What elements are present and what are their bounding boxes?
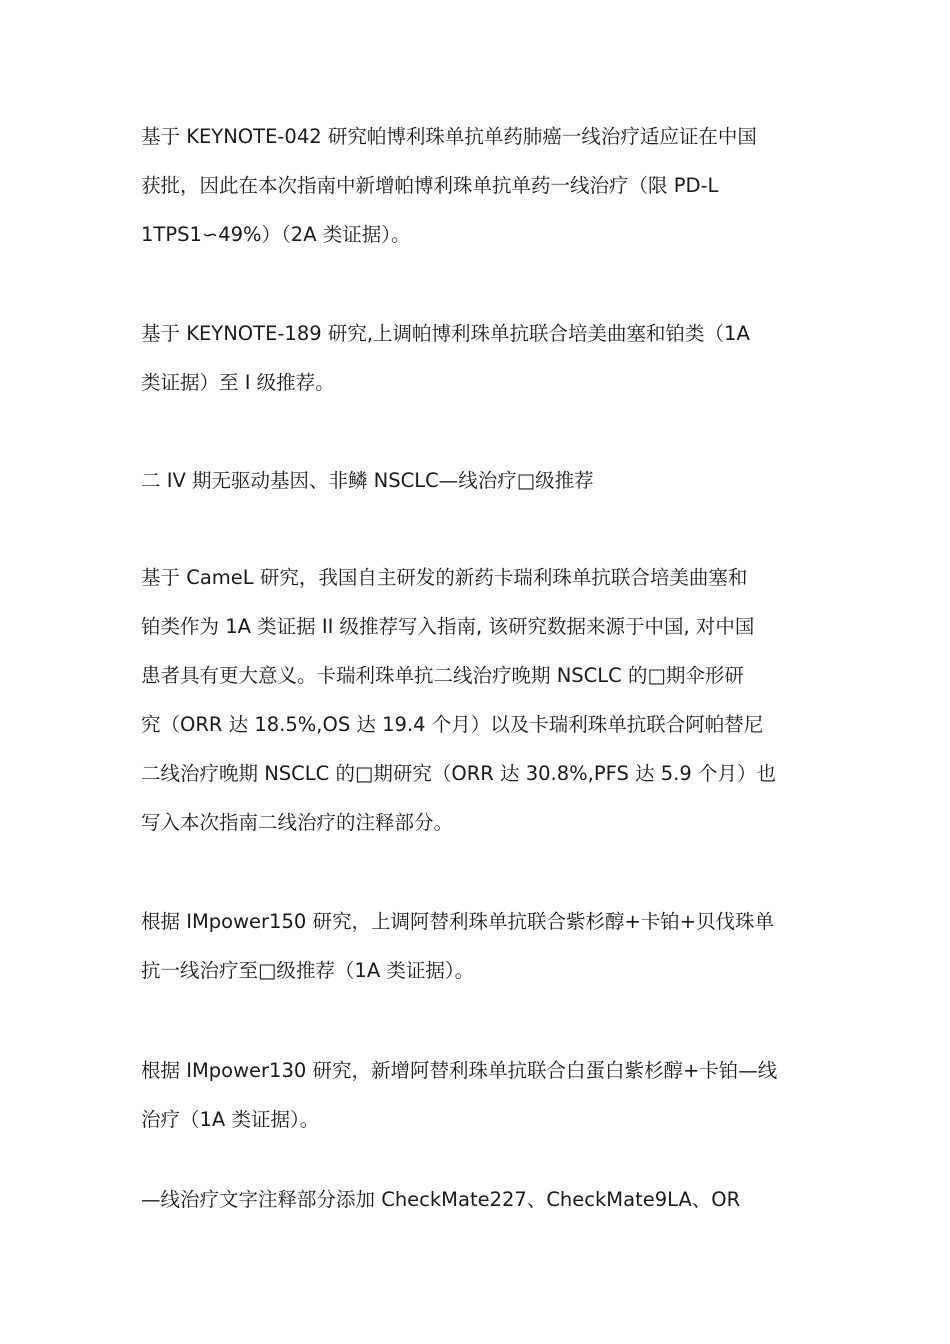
- text-line: —线治疗文字注释部分添加 CheckMate227、CheckMate9LA、OR: [141, 1188, 741, 1211]
- text-line: 基于 CameL 研究，我国自主研发的新药卡瑞利珠单抗联合培美曲塞和: [141, 566, 748, 589]
- paragraph-camel: [141, 553, 816, 847]
- section-heading: [141, 456, 816, 505]
- text-line: 类证据）至 I 级推荐。: [141, 371, 335, 394]
- paragraph-keynote-189: [141, 309, 816, 407]
- paragraph-impower130: [141, 1046, 816, 1144]
- text-line: 治疗（1A 类证据）。: [141, 1108, 320, 1131]
- text-line: 二线治疗晚期 NSCLC 的□期研究（ORR 达 30.8%,PFS 达 5.9 个月）也: [141, 762, 776, 785]
- text-line: 铂类作为 1A 类证据 II 级推荐写入指南, 该研究数据来源于中国, 对中国: [141, 615, 755, 638]
- paragraph-checkmate: [141, 1175, 816, 1224]
- text-line: 写入本次指南二线治疗的注释部分。: [141, 811, 454, 834]
- text-line: 究（ORR 达 18.5%,OS 达 19.4 个月）以及卡瑞利珠单抗联合阿帕替尼: [141, 713, 764, 736]
- text-line: 患者具有更大意义。卡瑞利珠单抗二线治疗晚期 NSCLC 的□期伞形研: [141, 664, 744, 687]
- paragraph-impower150: [141, 897, 816, 995]
- text-line: 1TPS1∽49%）（2A 类证据）。: [141, 223, 411, 246]
- paragraph-keynote-042: [141, 112, 816, 259]
- text-line: 基于 KEYNOTE-189 研究,上调帕博利珠单抗联合培美曲塞和铂类（1A: [141, 322, 750, 345]
- text-line: 二 IV 期无驱动基因、非鳞 NSCLC—线治疗□级推荐: [141, 469, 594, 492]
- text-line: 基于 KEYNOTE-042 研究帕博利珠单抗单药肺癌一线治疗适应证在中国: [141, 125, 757, 148]
- text-line: 根据 IMpower150 研究，上调阿替利珠单抗联合紫杉醇+卡铂+贝伐珠单: [141, 910, 775, 933]
- text-line: 根据 IMpower130 研究，新增阿替利珠单抗联合白蛋白紫杉醇+卡铂—线: [141, 1059, 778, 1082]
- text-line: 抗一线治疗至□级推荐（1A 类证据）。: [141, 959, 475, 982]
- text-line: 获批，因此在本次指南中新增帕博利珠单抗单药一线治疗（限 PD-L: [141, 174, 719, 197]
